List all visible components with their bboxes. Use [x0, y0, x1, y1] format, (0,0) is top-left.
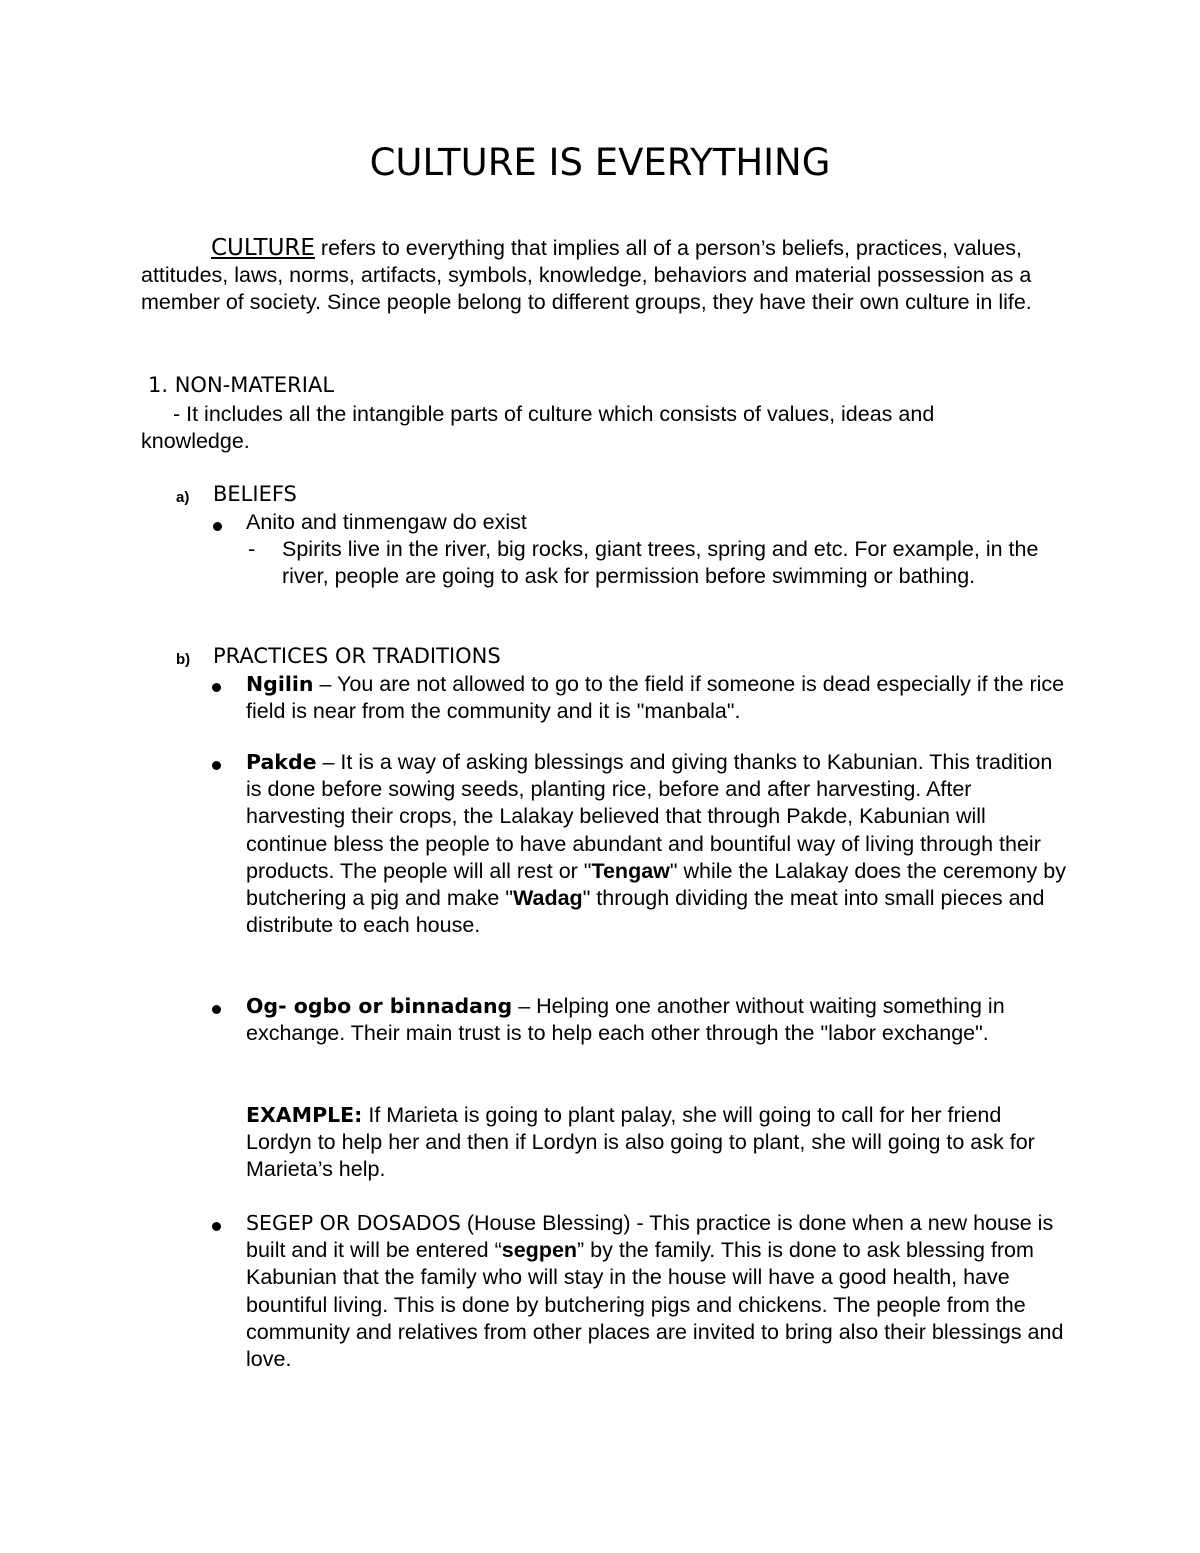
intro-paragraph — [141, 235, 1061, 317]
page-title: CULTURE IS EVERYTHING — [369, 141, 831, 184]
pakde-text-2: " while the Lalakay does the ceremony by butchering a pig and make " — [246, 858, 1066, 911]
bullet-icon — [211, 751, 231, 771]
segep-item — [246, 1210, 1066, 1373]
bullet-icon — [212, 512, 232, 532]
beliefs-title: BELIEFS — [213, 482, 297, 506]
example-text: If Marieta is going to plant palay, she will going to call for her friend Lordyn to help her and then if Lordyn is also going to plant, she will going to ask for Marieta’s help. — [246, 1103, 1035, 1182]
og-ogbo-term: Og- ogbo or binnadang — [246, 994, 513, 1018]
intro-text: refers to everything that implies all of a person’s beliefs, practices, values, attitudes, laws, norms, artifacts, symbols, knowledge, behaviors and material possession as a member of society. Since people belong to different groups, they have their own culture in life. — [141, 236, 1032, 315]
og-ogbo-item — [246, 993, 1066, 1047]
segpen-term: segpen — [501, 1238, 578, 1263]
segep-text-2: ” by the family. This is done to ask blessing from Kabunian that the family who will stay in the house will have a good health, have bountiful living. This is done by butchering pigs and chickens. The people from the community and relatives from other places are invited to bring also their blessings and love. — [246, 1238, 1064, 1372]
bullet-icon — [211, 995, 231, 1015]
wadag-term: Wadag — [513, 886, 583, 911]
beliefs-dash-marker: - — [248, 537, 256, 561]
beliefs-marker: a) — [176, 489, 190, 506]
bullet-icon — [211, 1212, 231, 1232]
pakde-text-1: – It is a way of asking blessings and giving thanks to Kabunian. This tradition is done before sowing seeds, planting rice, before and after harvesting. After harvesting their crops, the Lalakay believed that through Pakde, Kabunian will continue bless the people to have abundant and bountiful way of living through their products. The people will all rest or " — [246, 750, 1053, 883]
pakde-term: Pakde — [246, 750, 317, 774]
example-label: EXAMPLE: — [246, 1103, 363, 1127]
practices-title: PRACTICES OR TRADITIONS — [213, 644, 501, 668]
beliefs-dash-text: Spirits live in the river, big rocks, giant trees, spring and etc. For example, in the river, people are going to ask for permission before swimming or bathing. — [282, 537, 1039, 589]
pakde-text-3: " through dividing the meat into small pieces and distribute to each house. — [246, 886, 1045, 938]
ngilin-text: – You are not allowed to go to the field if someone is dead especially if the rice field is near from the community and it is "manbala". — [246, 672, 1065, 724]
intro-lead-term: CULTURE — [211, 235, 315, 261]
og-ogbo-example — [246, 1102, 1066, 1184]
og-ogbo-text: – Helping one another without waiting something in exchange. Their main trust is to help each other through the "labor exchange". — [246, 994, 1005, 1046]
beliefs-bullet: Anito and tinmengaw do exist — [246, 510, 527, 534]
ngilin-item — [246, 671, 1066, 725]
non-material-heading: 1. NON-MATERIAL — [148, 373, 335, 397]
segep-term: SEGEP OR DOSADOS — [246, 1211, 461, 1235]
ngilin-term: Ngilin — [246, 672, 314, 696]
practices-marker: b) — [176, 651, 191, 668]
segep-text-1: (House Blessing) - This practice is done when a new house is built and it will be entered “ — [246, 1211, 1054, 1263]
bullet-icon — [211, 673, 231, 693]
pakde-item — [246, 749, 1066, 939]
non-material-description: - It includes all the intangible parts of culture which consists of values, ideas and knowledge. — [141, 402, 935, 454]
tengaw-term: Tengaw — [591, 858, 670, 883]
